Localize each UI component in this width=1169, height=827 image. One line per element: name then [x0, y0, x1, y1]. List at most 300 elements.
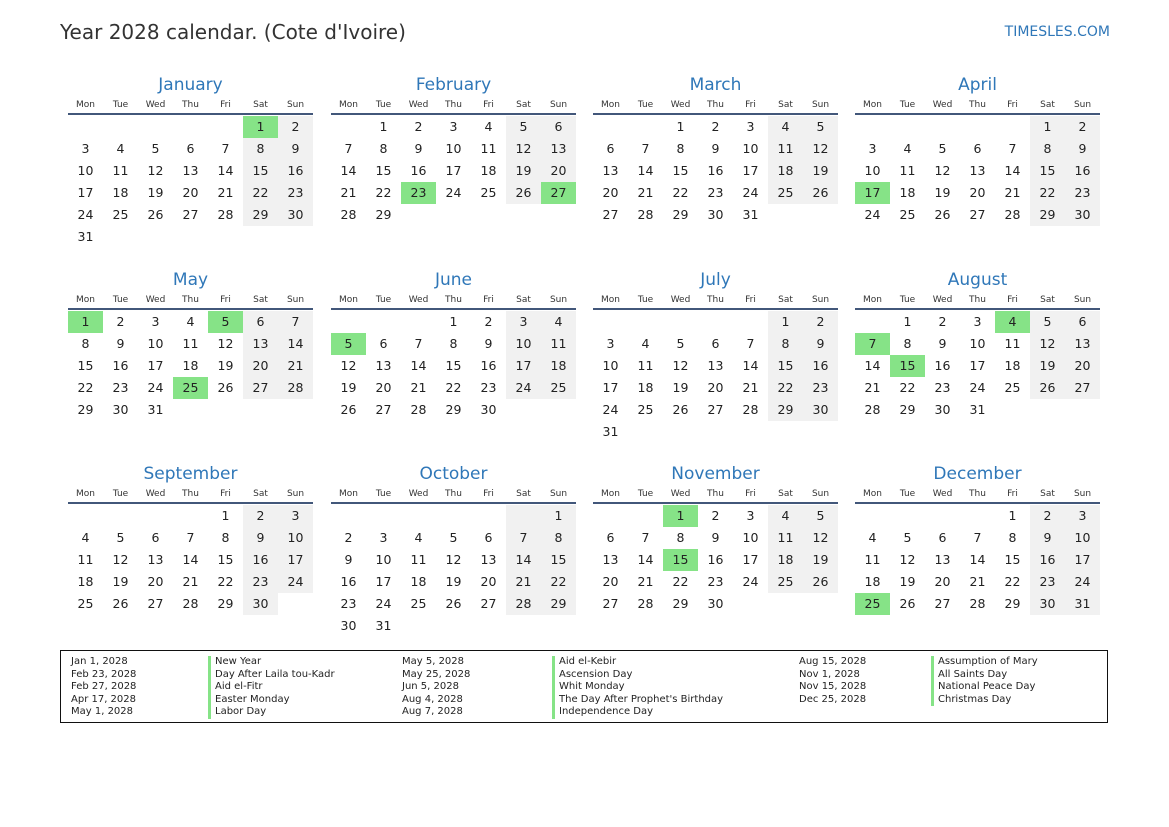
- day-cell[interactable]: 19: [803, 160, 838, 182]
- day-cell[interactable]: 24: [602, 402, 619, 417]
- day-cell[interactable]: 22: [375, 185, 392, 200]
- day-cell[interactable]: 29: [1030, 204, 1065, 226]
- day-cell[interactable]: 24: [445, 185, 462, 200]
- day-cell[interactable]: 30: [1030, 593, 1065, 615]
- day-cell[interactable]: 3: [973, 314, 982, 329]
- day-cell[interactable]: 7: [746, 336, 755, 351]
- day-cell[interactable]: 21: [742, 380, 759, 395]
- day-cell[interactable]: 12: [803, 138, 838, 160]
- day-cell[interactable]: 28: [410, 402, 427, 417]
- day-cell[interactable]: 13: [182, 163, 199, 178]
- day-cell[interactable]: 4: [414, 530, 423, 545]
- day-cell[interactable]: 4: [541, 311, 576, 333]
- day-cell[interactable]: 17: [742, 163, 759, 178]
- day-cell[interactable]: 4: [641, 336, 650, 351]
- day-cell[interactable]: 10: [602, 358, 619, 373]
- day-cell[interactable]: 30: [278, 204, 313, 226]
- day-cell[interactable]: 1: [663, 505, 698, 527]
- day-cell[interactable]: 8: [449, 336, 458, 351]
- day-cell[interactable]: 8: [221, 530, 230, 545]
- day-cell[interactable]: 11: [410, 552, 427, 567]
- day-cell[interactable]: 18: [182, 358, 199, 373]
- day-cell[interactable]: 16: [803, 355, 838, 377]
- day-cell[interactable]: 21: [410, 380, 427, 395]
- day-cell[interactable]: 13: [375, 358, 392, 373]
- day-cell[interactable]: 5: [803, 505, 838, 527]
- day-cell[interactable]: 20: [602, 574, 619, 589]
- day-cell[interactable]: 28: [182, 596, 199, 611]
- day-cell[interactable]: 18: [1004, 358, 1021, 373]
- day-cell[interactable]: 22: [768, 377, 803, 399]
- day-cell[interactable]: 4: [186, 314, 195, 329]
- day-cell[interactable]: 19: [112, 574, 129, 589]
- day-cell[interactable]: 13: [541, 138, 576, 160]
- day-cell[interactable]: 17: [602, 380, 619, 395]
- day-cell[interactable]: 4: [484, 119, 493, 134]
- day-cell[interactable]: 2: [414, 119, 423, 134]
- day-cell[interactable]: 27: [707, 402, 724, 417]
- day-cell[interactable]: 12: [340, 358, 357, 373]
- day-cell[interactable]: 19: [803, 549, 838, 571]
- day-cell[interactable]: 14: [217, 163, 234, 178]
- day-cell[interactable]: 23: [934, 380, 951, 395]
- day-cell[interactable]: 27: [969, 207, 986, 222]
- day-cell[interactable]: 17: [445, 163, 462, 178]
- day-cell[interactable]: 14: [1004, 163, 1021, 178]
- day-cell[interactable]: 3: [868, 141, 877, 156]
- day-cell[interactable]: 7: [1008, 141, 1017, 156]
- day-cell[interactable]: 17: [77, 185, 94, 200]
- day-cell[interactable]: 12: [112, 552, 129, 567]
- day-cell[interactable]: 28: [217, 207, 234, 222]
- day-cell[interactable]: 7: [506, 527, 541, 549]
- day-cell[interactable]: 12: [147, 163, 164, 178]
- day-cell[interactable]: 13: [147, 552, 164, 567]
- day-cell[interactable]: 26: [147, 207, 164, 222]
- day-cell[interactable]: 16: [278, 160, 313, 182]
- day-cell[interactable]: 30: [803, 399, 838, 421]
- day-cell[interactable]: 25: [1004, 380, 1021, 395]
- day-cell[interactable]: 16: [340, 574, 357, 589]
- day-cell[interactable]: 2: [243, 505, 278, 527]
- day-cell[interactable]: 23: [803, 377, 838, 399]
- day-cell[interactable]: 25: [480, 185, 497, 200]
- day-cell[interactable]: 7: [414, 336, 423, 351]
- day-cell[interactable]: 15: [768, 355, 803, 377]
- day-cell[interactable]: 12: [506, 138, 541, 160]
- day-cell[interactable]: 21: [217, 185, 234, 200]
- day-cell[interactable]: 24: [375, 596, 392, 611]
- day-cell[interactable]: 6: [541, 116, 576, 138]
- day-cell[interactable]: 10: [77, 163, 94, 178]
- day-cell[interactable]: 9: [484, 336, 493, 351]
- day-cell[interactable]: 3: [506, 311, 541, 333]
- day-cell[interactable]: 16: [112, 358, 129, 373]
- day-cell[interactable]: 13: [707, 358, 724, 373]
- day-cell[interactable]: 21: [1004, 185, 1021, 200]
- day-cell[interactable]: 8: [379, 141, 388, 156]
- day-cell[interactable]: 3: [379, 530, 388, 545]
- day-cell[interactable]: 19: [217, 358, 234, 373]
- day-cell[interactable]: 10: [969, 336, 986, 351]
- day-cell[interactable]: 27: [602, 207, 619, 222]
- day-cell[interactable]: 29: [899, 402, 916, 417]
- day-cell[interactable]: 9: [414, 141, 423, 156]
- day-cell[interactable]: 24: [969, 380, 986, 395]
- day-cell[interactable]: 29: [77, 402, 94, 417]
- day-cell[interactable]: 8: [1030, 138, 1065, 160]
- day-cell[interactable]: 27: [480, 596, 497, 611]
- day-cell[interactable]: 23: [401, 182, 436, 204]
- day-cell[interactable]: 18: [899, 185, 916, 200]
- day-cell[interactable]: 6: [1065, 311, 1100, 333]
- day-cell[interactable]: 16: [1065, 160, 1100, 182]
- day-cell[interactable]: 25: [855, 593, 890, 615]
- day-cell[interactable]: 9: [243, 527, 278, 549]
- day-cell[interactable]: 26: [506, 182, 541, 204]
- day-cell[interactable]: 31: [742, 207, 759, 222]
- day-cell[interactable]: 12: [803, 527, 838, 549]
- day-cell[interactable]: 6: [606, 530, 615, 545]
- day-cell[interactable]: 24: [742, 185, 759, 200]
- day-cell[interactable]: 29: [243, 204, 278, 226]
- day-cell[interactable]: 11: [864, 552, 881, 567]
- day-cell[interactable]: 11: [637, 358, 654, 373]
- day-cell[interactable]: 29: [672, 207, 689, 222]
- day-cell[interactable]: 14: [637, 552, 654, 567]
- day-cell[interactable]: 30: [707, 596, 724, 611]
- day-cell[interactable]: 26: [340, 402, 357, 417]
- day-cell[interactable]: 22: [1030, 182, 1065, 204]
- day-cell[interactable]: 22: [77, 380, 94, 395]
- day-cell[interactable]: 11: [1004, 336, 1021, 351]
- day-cell[interactable]: 29: [1004, 596, 1021, 611]
- day-cell[interactable]: 27: [541, 182, 576, 204]
- day-cell[interactable]: 18: [768, 160, 803, 182]
- day-cell[interactable]: 1: [676, 119, 685, 134]
- day-cell[interactable]: 19: [899, 574, 916, 589]
- day-cell[interactable]: 22: [243, 182, 278, 204]
- day-cell[interactable]: 22: [541, 571, 576, 593]
- day-cell[interactable]: 2: [344, 530, 353, 545]
- day-cell[interactable]: 10: [506, 333, 541, 355]
- day-cell[interactable]: 23: [243, 571, 278, 593]
- day-cell[interactable]: 8: [243, 138, 278, 160]
- day-cell[interactable]: 10: [742, 530, 759, 545]
- day-cell[interactable]: 31: [147, 402, 164, 417]
- day-cell[interactable]: 19: [506, 160, 541, 182]
- day-cell[interactable]: 11: [112, 163, 129, 178]
- day-cell[interactable]: 13: [934, 552, 951, 567]
- day-cell[interactable]: 14: [637, 163, 654, 178]
- day-cell[interactable]: 2: [278, 116, 313, 138]
- day-cell[interactable]: 9: [1065, 138, 1100, 160]
- day-cell[interactable]: 7: [641, 141, 650, 156]
- day-cell[interactable]: 30: [707, 207, 724, 222]
- day-cell[interactable]: 4: [768, 505, 803, 527]
- day-cell[interactable]: 2: [711, 508, 720, 523]
- day-cell[interactable]: 20: [147, 574, 164, 589]
- day-cell[interactable]: 24: [147, 380, 164, 395]
- day-cell[interactable]: 24: [864, 207, 881, 222]
- day-cell[interactable]: 8: [81, 336, 90, 351]
- day-cell[interactable]: 1: [221, 508, 230, 523]
- day-cell[interactable]: 17: [742, 552, 759, 567]
- day-cell[interactable]: 11: [768, 138, 803, 160]
- day-cell[interactable]: 7: [855, 333, 890, 355]
- day-cell[interactable]: 2: [1065, 116, 1100, 138]
- day-cell[interactable]: 18: [637, 380, 654, 395]
- day-cell[interactable]: 19: [147, 185, 164, 200]
- day-cell[interactable]: 17: [147, 358, 164, 373]
- day-cell[interactable]: 4: [903, 141, 912, 156]
- day-cell[interactable]: 8: [676, 530, 685, 545]
- day-cell[interactable]: 22: [445, 380, 462, 395]
- day-cell[interactable]: 18: [112, 185, 129, 200]
- day-cell[interactable]: 2: [803, 311, 838, 333]
- day-cell[interactable]: 9: [711, 530, 720, 545]
- day-cell[interactable]: 21: [278, 355, 313, 377]
- day-cell[interactable]: 19: [445, 574, 462, 589]
- day-cell[interactable]: 27: [934, 596, 951, 611]
- day-cell[interactable]: 7: [186, 530, 195, 545]
- day-cell[interactable]: 21: [864, 380, 881, 395]
- day-cell[interactable]: 27: [602, 596, 619, 611]
- day-cell[interactable]: 23: [1030, 571, 1065, 593]
- day-cell[interactable]: 12: [899, 552, 916, 567]
- day-cell[interactable]: 29: [672, 596, 689, 611]
- day-cell[interactable]: 21: [637, 574, 654, 589]
- day-cell[interactable]: 31: [602, 424, 619, 439]
- day-cell[interactable]: 14: [278, 333, 313, 355]
- day-cell[interactable]: 20: [182, 185, 199, 200]
- day-cell[interactable]: 19: [340, 380, 357, 395]
- day-cell[interactable]: 17: [375, 574, 392, 589]
- day-cell[interactable]: 6: [711, 336, 720, 351]
- day-cell[interactable]: 27: [147, 596, 164, 611]
- day-cell[interactable]: 3: [449, 119, 458, 134]
- day-cell[interactable]: 1: [449, 314, 458, 329]
- day-cell[interactable]: 12: [1030, 333, 1065, 355]
- day-cell[interactable]: 2: [711, 119, 720, 134]
- day-cell[interactable]: 1: [1008, 508, 1017, 523]
- day-cell[interactable]: 16: [243, 549, 278, 571]
- day-cell[interactable]: 20: [602, 185, 619, 200]
- day-cell[interactable]: 1: [903, 314, 912, 329]
- day-cell[interactable]: 13: [602, 552, 619, 567]
- day-cell[interactable]: 30: [340, 618, 357, 633]
- day-cell[interactable]: 12: [672, 358, 689, 373]
- day-cell[interactable]: 19: [1030, 355, 1065, 377]
- day-cell[interactable]: 23: [278, 182, 313, 204]
- day-cell[interactable]: 7: [344, 141, 353, 156]
- day-cell[interactable]: 15: [77, 358, 94, 373]
- day-cell[interactable]: 14: [340, 163, 357, 178]
- day-cell[interactable]: 13: [602, 163, 619, 178]
- day-cell[interactable]: 6: [606, 141, 615, 156]
- day-cell[interactable]: 12: [934, 163, 951, 178]
- day-cell[interactable]: 1: [541, 505, 576, 527]
- day-cell[interactable]: 24: [278, 571, 313, 593]
- day-cell[interactable]: 5: [331, 333, 366, 355]
- day-cell[interactable]: 3: [81, 141, 90, 156]
- day-cell[interactable]: 1: [243, 116, 278, 138]
- day-cell[interactable]: 23: [112, 380, 129, 395]
- day-cell[interactable]: 5: [449, 530, 458, 545]
- day-cell[interactable]: 2: [1030, 505, 1065, 527]
- day-cell[interactable]: 5: [506, 116, 541, 138]
- day-cell[interactable]: 5: [151, 141, 160, 156]
- day-cell[interactable]: 13: [243, 333, 278, 355]
- day-cell[interactable]: 17: [969, 358, 986, 373]
- day-cell[interactable]: 22: [899, 380, 916, 395]
- day-cell[interactable]: 23: [1065, 182, 1100, 204]
- day-cell[interactable]: 15: [1030, 160, 1065, 182]
- day-cell[interactable]: 22: [672, 185, 689, 200]
- day-cell[interactable]: 31: [969, 402, 986, 417]
- day-cell[interactable]: 10: [375, 552, 392, 567]
- day-cell[interactable]: 11: [541, 333, 576, 355]
- day-cell[interactable]: 14: [969, 552, 986, 567]
- day-cell[interactable]: 15: [217, 552, 234, 567]
- day-cell[interactable]: 21: [340, 185, 357, 200]
- day-cell[interactable]: 5: [1030, 311, 1065, 333]
- day-cell[interactable]: 8: [1008, 530, 1017, 545]
- day-cell[interactable]: 1: [1030, 116, 1065, 138]
- day-cell[interactable]: 4: [868, 530, 877, 545]
- day-cell[interactable]: 5: [903, 530, 912, 545]
- day-cell[interactable]: 11: [480, 141, 497, 156]
- day-cell[interactable]: 10: [445, 141, 462, 156]
- day-cell[interactable]: 17: [278, 549, 313, 571]
- day-cell[interactable]: 30: [934, 402, 951, 417]
- day-cell[interactable]: 17: [506, 355, 541, 377]
- day-cell[interactable]: 13: [480, 552, 497, 567]
- day-cell[interactable]: 28: [1004, 207, 1021, 222]
- day-cell[interactable]: 24: [506, 377, 541, 399]
- day-cell[interactable]: 5: [208, 311, 243, 333]
- day-cell[interactable]: 16: [480, 358, 497, 373]
- day-cell[interactable]: 15: [1004, 552, 1021, 567]
- day-cell[interactable]: 8: [768, 333, 803, 355]
- day-cell[interactable]: 28: [742, 402, 759, 417]
- day-cell[interactable]: 20: [480, 574, 497, 589]
- brand-link[interactable]: TIMESLES.COM: [1004, 24, 1110, 40]
- day-cell[interactable]: 25: [77, 596, 94, 611]
- day-cell[interactable]: 7: [641, 530, 650, 545]
- day-cell[interactable]: 9: [938, 336, 947, 351]
- day-cell[interactable]: 20: [707, 380, 724, 395]
- day-cell[interactable]: 25: [410, 596, 427, 611]
- day-cell[interactable]: 26: [803, 571, 838, 593]
- day-cell[interactable]: 11: [77, 552, 94, 567]
- day-cell[interactable]: 6: [151, 530, 160, 545]
- day-cell[interactable]: 4: [116, 141, 125, 156]
- day-cell[interactable]: 15: [541, 549, 576, 571]
- day-cell[interactable]: 25: [173, 377, 208, 399]
- day-cell[interactable]: 26: [217, 380, 234, 395]
- day-cell[interactable]: 16: [410, 163, 427, 178]
- day-cell[interactable]: 23: [707, 574, 724, 589]
- day-cell[interactable]: 27: [1065, 377, 1100, 399]
- day-cell[interactable]: 31: [375, 618, 392, 633]
- day-cell[interactable]: 5: [803, 116, 838, 138]
- day-cell[interactable]: 29: [217, 596, 234, 611]
- day-cell[interactable]: 28: [637, 596, 654, 611]
- day-cell[interactable]: 3: [278, 505, 313, 527]
- day-cell[interactable]: 17: [855, 182, 890, 204]
- day-cell[interactable]: 7: [221, 141, 230, 156]
- day-cell[interactable]: 20: [375, 380, 392, 395]
- day-cell[interactable]: 3: [606, 336, 615, 351]
- day-cell[interactable]: 6: [484, 530, 493, 545]
- day-cell[interactable]: 5: [676, 336, 685, 351]
- day-cell[interactable]: 25: [768, 571, 803, 593]
- day-cell[interactable]: 25: [637, 402, 654, 417]
- day-cell[interactable]: 16: [934, 358, 951, 373]
- day-cell[interactable]: 25: [541, 377, 576, 399]
- day-cell[interactable]: 27: [375, 402, 392, 417]
- day-cell[interactable]: 11: [768, 527, 803, 549]
- day-cell[interactable]: 4: [768, 116, 803, 138]
- day-cell[interactable]: 10: [742, 141, 759, 156]
- day-cell[interactable]: 6: [938, 530, 947, 545]
- day-cell[interactable]: 15: [672, 163, 689, 178]
- day-cell[interactable]: 27: [182, 207, 199, 222]
- day-cell[interactable]: 28: [864, 402, 881, 417]
- day-cell[interactable]: 7: [278, 311, 313, 333]
- day-cell[interactable]: 30: [243, 593, 278, 615]
- day-cell[interactable]: 1: [68, 311, 103, 333]
- day-cell[interactable]: 8: [903, 336, 912, 351]
- day-cell[interactable]: 29: [375, 207, 392, 222]
- day-cell[interactable]: 22: [672, 574, 689, 589]
- day-cell[interactable]: 24: [1065, 571, 1100, 593]
- day-cell[interactable]: 20: [969, 185, 986, 200]
- day-cell[interactable]: 7: [973, 530, 982, 545]
- day-cell[interactable]: 20: [934, 574, 951, 589]
- day-cell[interactable]: 23: [480, 380, 497, 395]
- day-cell[interactable]: 8: [676, 141, 685, 156]
- day-cell[interactable]: 29: [445, 402, 462, 417]
- day-cell[interactable]: 15: [663, 549, 698, 571]
- day-cell[interactable]: 16: [1030, 549, 1065, 571]
- day-cell[interactable]: 5: [116, 530, 125, 545]
- day-cell[interactable]: 28: [278, 377, 313, 399]
- day-cell[interactable]: 2: [484, 314, 493, 329]
- day-cell[interactable]: 18: [864, 574, 881, 589]
- day-cell[interactable]: 12: [217, 336, 234, 351]
- day-cell[interactable]: 19: [934, 185, 951, 200]
- day-cell[interactable]: 14: [864, 358, 881, 373]
- day-cell[interactable]: 28: [506, 593, 541, 615]
- day-cell[interactable]: 26: [672, 402, 689, 417]
- day-cell[interactable]: 6: [243, 311, 278, 333]
- day-cell[interactable]: 14: [506, 549, 541, 571]
- day-cell[interactable]: 15: [375, 163, 392, 178]
- day-cell[interactable]: 18: [410, 574, 427, 589]
- day-cell[interactable]: 3: [1065, 505, 1100, 527]
- day-cell[interactable]: 9: [711, 141, 720, 156]
- day-cell[interactable]: 11: [182, 336, 199, 351]
- day-cell[interactable]: 14: [742, 358, 759, 373]
- day-cell[interactable]: 29: [768, 399, 803, 421]
- day-cell[interactable]: 17: [1065, 549, 1100, 571]
- day-cell[interactable]: 20: [1065, 355, 1100, 377]
- day-cell[interactable]: 9: [116, 336, 125, 351]
- day-cell[interactable]: 6: [186, 141, 195, 156]
- day-cell[interactable]: 10: [278, 527, 313, 549]
